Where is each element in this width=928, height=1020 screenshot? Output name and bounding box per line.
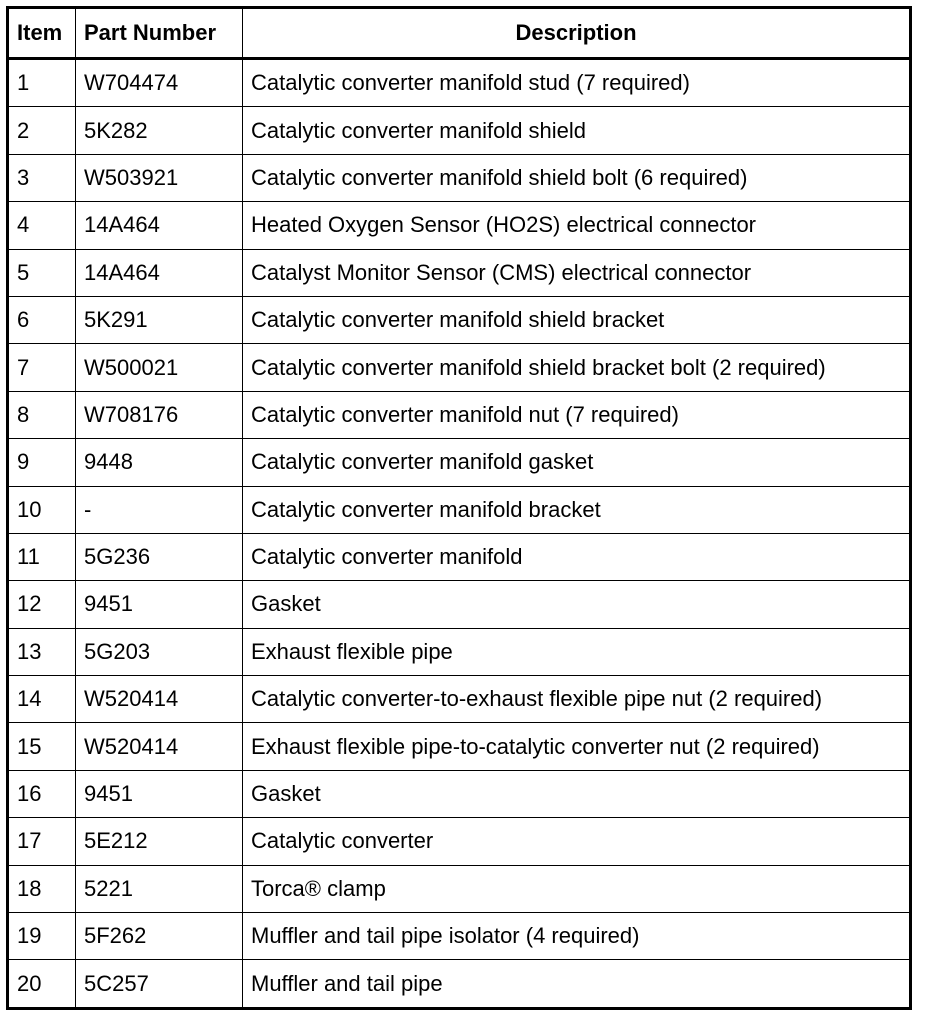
cell-item: 12 [8, 581, 76, 628]
table-row [8, 486, 911, 533]
table-row [8, 391, 911, 438]
table-row [8, 154, 911, 201]
cell-description: Catalyst Monitor Sensor (CMS) electrical connector [243, 249, 911, 296]
table-row [8, 533, 911, 580]
cell-item: 15 [8, 723, 76, 770]
table-row [8, 960, 911, 1008]
cell-description: Muffler and tail pipe [243, 960, 911, 1008]
table-row [8, 344, 911, 391]
table-row [8, 107, 911, 154]
cell-part-number: W500021 [76, 344, 243, 391]
table-row [8, 865, 911, 912]
cell-description: Heated Oxygen Sensor (HO2S) electrical connector [243, 202, 911, 249]
header-item: Item [8, 8, 76, 59]
cell-item: 20 [8, 960, 76, 1008]
cell-item: 6 [8, 296, 76, 343]
cell-part-number: - [76, 486, 243, 533]
table-row [8, 770, 911, 817]
cell-item: 3 [8, 154, 76, 201]
cell-part-number: W520414 [76, 723, 243, 770]
cell-part-number: W520414 [76, 676, 243, 723]
cell-item: 4 [8, 202, 76, 249]
cell-item: 8 [8, 391, 76, 438]
cell-part-number: 5G236 [76, 533, 243, 580]
cell-part-number: 9451 [76, 770, 243, 817]
header-part-number: Part Number [76, 8, 243, 59]
cell-item: 13 [8, 628, 76, 675]
cell-part-number: 5K291 [76, 296, 243, 343]
table-row [8, 818, 911, 865]
cell-item: 19 [8, 913, 76, 960]
cell-description: Catalytic converter manifold shield [243, 107, 911, 154]
table-row [8, 249, 911, 296]
cell-description: Catalytic converter [243, 818, 911, 865]
cell-item: 17 [8, 818, 76, 865]
cell-item: 10 [8, 486, 76, 533]
table-body [8, 59, 911, 1009]
table-row [8, 723, 911, 770]
cell-item: 9 [8, 439, 76, 486]
table-row [8, 202, 911, 249]
cell-description: Catalytic converter manifold shield bolt (6 required) [243, 154, 911, 201]
cell-description: Exhaust flexible pipe-to-catalytic converter nut (2 required) [243, 723, 911, 770]
cell-item: 1 [8, 59, 76, 107]
cell-item: 5 [8, 249, 76, 296]
cell-description: Catalytic converter manifold nut (7 required) [243, 391, 911, 438]
cell-description: Muffler and tail pipe isolator (4 required) [243, 913, 911, 960]
cell-description: Catalytic converter manifold stud (7 required) [243, 59, 911, 107]
cell-description: Gasket [243, 581, 911, 628]
cell-description: Torca® clamp [243, 865, 911, 912]
cell-item: 18 [8, 865, 76, 912]
header-description: Description [243, 8, 911, 59]
cell-part-number: 5K282 [76, 107, 243, 154]
cell-item: 16 [8, 770, 76, 817]
cell-part-number: 9448 [76, 439, 243, 486]
header-row [8, 8, 911, 59]
cell-description: Catalytic converter-to-exhaust flexible pipe nut (2 required) [243, 676, 911, 723]
cell-item: 11 [8, 533, 76, 580]
cell-part-number: 5221 [76, 865, 243, 912]
cell-part-number: 14A464 [76, 249, 243, 296]
table-row [8, 913, 911, 960]
cell-item: 2 [8, 107, 76, 154]
table-row [8, 676, 911, 723]
table-row [8, 628, 911, 675]
cell-description: Catalytic converter manifold bracket [243, 486, 911, 533]
cell-description: Catalytic converter manifold shield bracket bolt (2 required) [243, 344, 911, 391]
cell-description: Exhaust flexible pipe [243, 628, 911, 675]
parts-table [6, 6, 912, 1010]
cell-part-number: 5C257 [76, 960, 243, 1008]
cell-part-number: W704474 [76, 59, 243, 107]
cell-part-number: 5E212 [76, 818, 243, 865]
cell-part-number: W708176 [76, 391, 243, 438]
cell-part-number: 9451 [76, 581, 243, 628]
table-header [8, 8, 911, 59]
cell-description: Catalytic converter manifold gasket [243, 439, 911, 486]
cell-description: Gasket [243, 770, 911, 817]
table-row [8, 581, 911, 628]
cell-description: Catalytic converter manifold [243, 533, 911, 580]
cell-item: 14 [8, 676, 76, 723]
cell-part-number: 5G203 [76, 628, 243, 675]
table-row [8, 296, 911, 343]
cell-description: Catalytic converter manifold shield bracket [243, 296, 911, 343]
table-row [8, 439, 911, 486]
cell-part-number: 5F262 [76, 913, 243, 960]
cell-part-number: W503921 [76, 154, 243, 201]
cell-part-number: 14A464 [76, 202, 243, 249]
cell-item: 7 [8, 344, 76, 391]
table-row [8, 59, 911, 107]
